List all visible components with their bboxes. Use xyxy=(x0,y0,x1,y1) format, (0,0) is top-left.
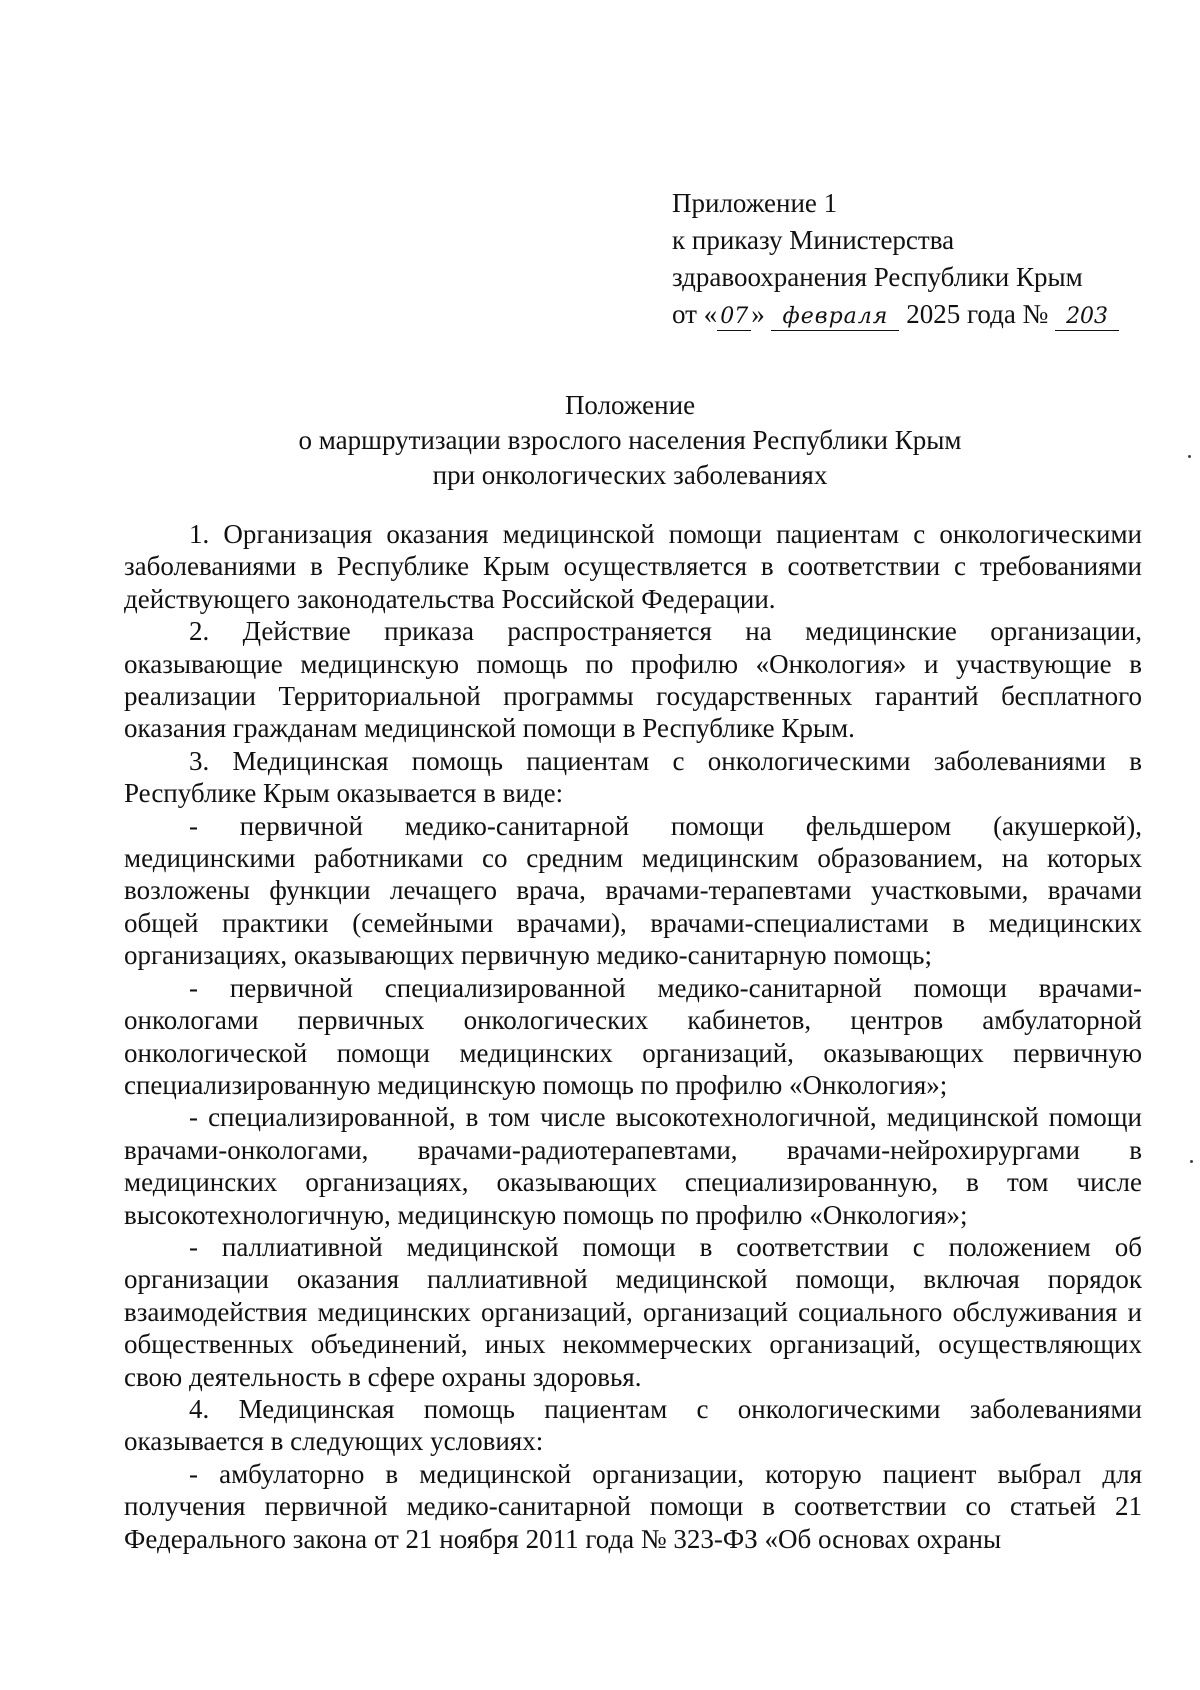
appendix-date-line xyxy=(672,296,1142,333)
list-item-primary-care: - первичной медико-санитарной помощи фельдшером (акушеркой), медицинскими работниками со средним медицинским образованием, на которых возложены функции лечащего врача, врачами-терапевтами участковыми, врачами общей практики (семейными врачами), врачами-специалистами в медицинских организациях, оказывающих первичную медико-санитарную помощь; xyxy=(124,810,1142,971)
scan-speck xyxy=(1188,455,1191,458)
list-item-high-tech-care: - специализированной, в том числе высокотехнологичной, медицинской помощи врачами-онкологами, врачами-радиотерапевтами, врачами-нейрохирургами в медицинских организациях, оказывающих специализированную, в том числе высокотехнологичную, медицинскую помощь по профилю «Онкология»; xyxy=(124,1102,1142,1230)
appendix-ministry: здравоохранения Республики Крым xyxy=(672,262,1083,292)
paragraph-2: 2. Действие приказа распространяется на медицинские организации, оказывающие медицинскую помощь по профилю «Онкология» и участвующие в реализации Территориальной программы государственных гарантий бесплатного оказания гражданам медицинской помощи в Республике Крым. xyxy=(124,616,1142,744)
date-mid: » xyxy=(751,299,765,329)
paragraph-1: 1. Организация оказания медицинской помощи пациентам с онкологическими заболеваниями в Республике Крым осуществляется в соответствии с требованиями действующего законодательства Российской Федерации. xyxy=(124,519,1142,614)
title-line-3: при онкологических заболеваниях xyxy=(432,460,828,490)
date-prefix: от « xyxy=(672,299,718,329)
scan-speck xyxy=(1190,1160,1193,1163)
document-body xyxy=(124,518,1142,1555)
appendix-label: Приложение 1 xyxy=(672,188,838,218)
list-item-specialized-primary-care: - первичной специализированной медико-санитарной помощи врачами-онкологами первичных онкологических кабинетов, центров амбулаторной онкологической помощи медицинских организаций, оказывающих первичную специализированную медицинскую помощь по профилю «Онкология»; xyxy=(124,972,1142,1100)
appendix-order-ref: к приказу Министерства xyxy=(672,225,955,255)
list-item-palliative-care: - паллиативной медицинской помощи в соответствии с положением об организации оказания паллиативной медицинской помощи, включая порядок взаимодействия медицинских организаций, организаций социального обслуживания и общественных объединений, иных некоммерческих организаций, осуществляющих свою деятельность в сфере охраны здоровья. xyxy=(124,1231,1142,1392)
list-item-outpatient: - амбулаторно в медицинской организации, которую пациент выбрал для получения первичной медико-санитарной помощи в соответствии со статьей 21 Федерального закона от 21 ноября 2011 года № 323-ФЗ «Об основах охраны xyxy=(124,1458,1142,1554)
date-year: 2025 года № xyxy=(899,299,1056,329)
title-line-2: о маршрутизации взрослого населения Республики Крым xyxy=(298,425,962,455)
handwritten-day: 07 xyxy=(717,304,751,331)
appendix-header xyxy=(672,185,1142,333)
paragraph-3: 3. Медицинская помощь пациентам с онкологическими заболеваниями в Республике Крым оказывается в виде: xyxy=(124,745,1142,809)
paragraph-4: 4. Медицинская помощь пациентам с онкологическими заболеваниями оказывается в следующих условиях: xyxy=(124,1393,1142,1457)
title-line-1: Положение xyxy=(564,390,696,420)
document-title xyxy=(100,388,1160,493)
handwritten-month: февраля xyxy=(771,304,899,331)
handwritten-order-number: 203 xyxy=(1055,304,1119,331)
